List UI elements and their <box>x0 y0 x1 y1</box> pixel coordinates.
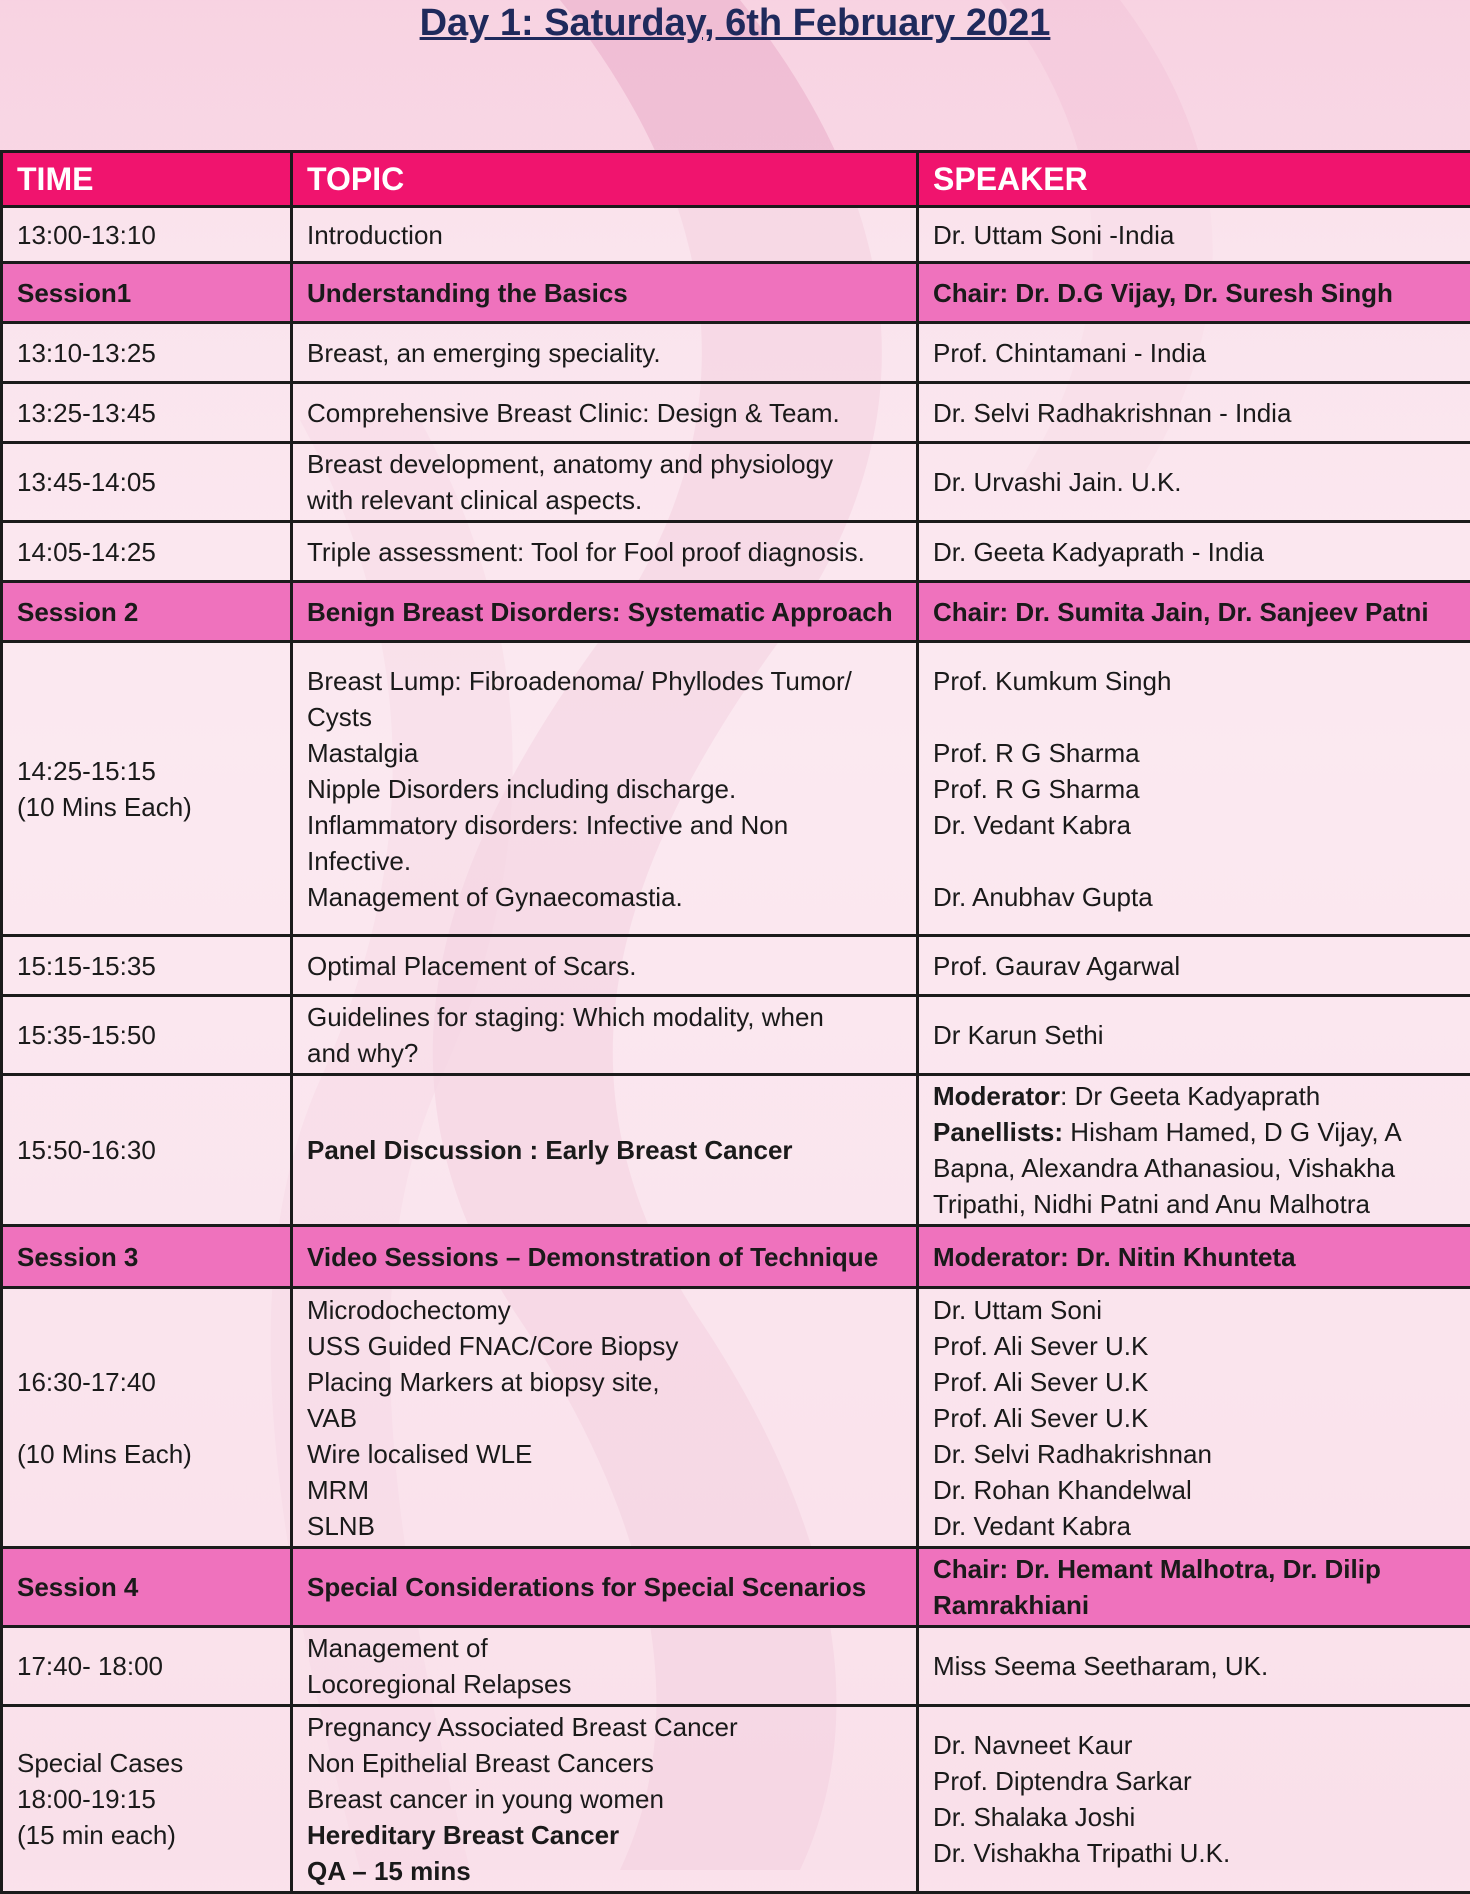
time-line: (10 Mins Each) <box>17 1436 276 1472</box>
topic-cell: Optimal Placement of Scars. <box>292 936 918 996</box>
speaker-line: Dr. Vedant Kabra <box>933 807 1456 843</box>
speaker-cell <box>918 1288 1470 1548</box>
header-speaker: SPEAKER <box>918 152 1470 207</box>
time-line: 18:00-19:15 <box>17 1781 276 1817</box>
chair-line: Ramrakhiani <box>933 1587 1456 1623</box>
table-row <box>2 1075 1470 1226</box>
table-row <box>2 996 1470 1075</box>
topic-cell <box>292 443 918 522</box>
session-title: Benign Breast Disorders: Systematic Approach <box>292 582 918 642</box>
panellists-names: Hisham Hamed, D G Vijay, A <box>1070 1117 1401 1147</box>
time-line: (15 min each) <box>17 1817 276 1853</box>
panellists-line <box>933 1114 1456 1150</box>
topic-line: Pregnancy Associated Breast Cancer <box>307 1709 902 1745</box>
session-title: Special Considerations for Special Scenarios <box>292 1548 918 1627</box>
moderator-line <box>933 1078 1456 1114</box>
table-row <box>2 323 1470 383</box>
session-row <box>2 1548 1470 1627</box>
spacer <box>933 843 1456 879</box>
session-label: Session 3 <box>2 1226 292 1288</box>
topic-line: Management of <box>307 1630 902 1666</box>
speaker-line: Dr. Vedant Kabra <box>933 1508 1456 1544</box>
session-label: Session1 <box>2 263 292 323</box>
time-cell <box>2 1288 292 1548</box>
topic-cell <box>292 996 918 1075</box>
topic-line: Locoregional Relapses <box>307 1666 902 1702</box>
table-row <box>2 1706 1470 1893</box>
header-row <box>2 152 1470 207</box>
panellists-line: Bapna, Alexandra Athanasiou, Vishakha <box>933 1150 1456 1186</box>
panellists-label: Panellists: <box>933 1117 1063 1147</box>
session-row <box>2 263 1470 323</box>
time-line: 16:30-17:40 <box>17 1364 276 1400</box>
topic-cell: Triple assessment: Tool for Fool proof diagnosis. <box>292 522 918 582</box>
time-cell <box>2 642 292 936</box>
chair-line: Chair: Dr. Hemant Malhotra, Dr. Dilip <box>933 1551 1456 1587</box>
speaker-line: Prof. R G Sharma <box>933 771 1456 807</box>
session-moderator: Moderator: Dr. Nitin Khunteta <box>918 1226 1470 1288</box>
speaker-line: Prof. R G Sharma <box>933 735 1456 771</box>
moderator-label: Moderator <box>933 1081 1060 1111</box>
table-row <box>2 443 1470 522</box>
time-cell: 13:10-13:25 <box>2 323 292 383</box>
topic-line: Breast cancer in young women <box>307 1781 902 1817</box>
speaker-line: Prof. Diptendra Sarkar <box>933 1763 1456 1799</box>
table-row <box>2 1627 1470 1706</box>
topic-line: Management of Gynaecomastia. <box>307 879 902 915</box>
speaker-line: Prof. Ali Sever U.K <box>933 1328 1456 1364</box>
speaker-cell: Dr Karun Sethi <box>918 996 1470 1075</box>
table-row <box>2 522 1470 582</box>
time-cell: 13:25-13:45 <box>2 383 292 443</box>
topic-line-bold: Hereditary Breast Cancer <box>307 1817 902 1853</box>
topic-line: Nipple Disorders including discharge. <box>307 771 902 807</box>
topic-line: MRM <box>307 1472 902 1508</box>
speaker-line: Prof. Ali Sever U.K <box>933 1364 1456 1400</box>
topic-line: Microdochectomy <box>307 1292 902 1328</box>
topic-line: Cysts <box>307 699 902 735</box>
time-cell: 17:40- 18:00 <box>2 1627 292 1706</box>
topic-cell: Introduction <box>292 207 918 263</box>
time-line: Special Cases <box>17 1745 276 1781</box>
topic-cell: Comprehensive Breast Clinic: Design & Team. <box>292 383 918 443</box>
topic-cell <box>292 1288 918 1548</box>
qa-line: QA – 15 mins <box>307 1853 902 1889</box>
topic-cell <box>292 642 918 936</box>
speaker-cell <box>918 642 1470 936</box>
table-row <box>2 642 1470 936</box>
spacer <box>17 1400 276 1436</box>
speaker-line: Prof. Ali Sever U.K <box>933 1400 1456 1436</box>
time-cell: 15:15-15:35 <box>2 936 292 996</box>
speaker-cell: Miss Seema Seetharam, UK. <box>918 1627 1470 1706</box>
topic-line: SLNB <box>307 1508 902 1544</box>
topic-line: Wire localised WLE <box>307 1436 902 1472</box>
session-label: Session 4 <box>2 1548 292 1627</box>
table-row <box>2 936 1470 996</box>
speaker-line: Dr. Selvi Radhakrishnan <box>933 1436 1456 1472</box>
speaker-cell: Dr. Uttam Soni -India <box>918 207 1470 263</box>
topic-line: Inflammatory disorders: Infective and Non <box>307 807 902 843</box>
topic-line: and why? <box>307 1035 902 1071</box>
time-cell: 14:05-14:25 <box>2 522 292 582</box>
speaker-line: Prof. Kumkum Singh <box>933 663 1456 699</box>
session-chair: Chair: Dr. Sumita Jain, Dr. Sanjeev Patni <box>918 582 1470 642</box>
table-row <box>2 207 1470 263</box>
speaker-cell: Dr. Urvashi Jain. U.K. <box>918 443 1470 522</box>
panel-title: Panel Discussion : Early Breast Cancer <box>307 1135 793 1165</box>
speaker-cell: Dr. Selvi Radhakrishnan - India <box>918 383 1470 443</box>
time-cell: 13:00-13:10 <box>2 207 292 263</box>
table-row <box>2 383 1470 443</box>
speaker-line: Dr. Shalaka Joshi <box>933 1799 1456 1835</box>
topic-line: Mastalgia <box>307 735 902 771</box>
topic-cell <box>292 1706 918 1893</box>
table-row <box>2 1288 1470 1548</box>
speaker-cell <box>918 1075 1470 1226</box>
speaker-cell: Dr. Geeta Kadyaprath - India <box>918 522 1470 582</box>
session-row <box>2 582 1470 642</box>
speaker-line: Dr. Rohan Khandelwal <box>933 1472 1456 1508</box>
session-row <box>2 1226 1470 1288</box>
topic-cell <box>292 1075 918 1226</box>
topic-line: Breast development, anatomy and physiology <box>307 446 902 482</box>
schedule-table <box>0 150 1470 1894</box>
speaker-line: Dr. Anubhav Gupta <box>933 879 1456 915</box>
speaker-line: Dr. Vishakha Tripathi U.K. <box>933 1835 1456 1871</box>
topic-line: Infective. <box>307 843 902 879</box>
topic-line: Guidelines for staging: Which modality, when <box>307 999 902 1035</box>
topic-line: Non Epithelial Breast Cancers <box>307 1745 902 1781</box>
topic-line: with relevant clinical aspects. <box>307 482 902 518</box>
time-cell <box>2 1706 292 1893</box>
topic-line: VAB <box>307 1400 902 1436</box>
session-title: Video Sessions – Demonstration of Technique <box>292 1226 918 1288</box>
page-title: Day 1: Saturday, 6th February 2021 <box>0 0 1470 46</box>
session-title: Understanding the Basics <box>292 263 918 323</box>
topic-line: Breast Lump: Fibroadenoma/ Phyllodes Tumor/ <box>307 663 902 699</box>
time-cell: 15:35-15:50 <box>2 996 292 1075</box>
speaker-cell: Prof. Chintamani - India <box>918 323 1470 383</box>
topic-cell <box>292 1627 918 1706</box>
speaker-cell: Prof. Gaurav Agarwal <box>918 936 1470 996</box>
topic-cell: Breast, an emerging speciality. <box>292 323 918 383</box>
topic-line: Placing Markers at biopsy site, <box>307 1364 902 1400</box>
time-line: (10 Mins Each) <box>17 789 276 825</box>
time-cell: 15:50-16:30 <box>2 1075 292 1226</box>
time-cell: 13:45-14:05 <box>2 443 292 522</box>
topic-line: USS Guided FNAC/Core Biopsy <box>307 1328 902 1364</box>
speaker-line: Dr. Uttam Soni <box>933 1292 1456 1328</box>
session-chair <box>918 1548 1470 1627</box>
header-time: TIME <box>2 152 292 207</box>
panellists-line: Tripathi, Nidhi Patni and Anu Malhotra <box>933 1186 1456 1222</box>
speaker-line: Dr. Navneet Kaur <box>933 1727 1456 1763</box>
header-topic: TOPIC <box>292 152 918 207</box>
time-line: 14:25-15:15 <box>17 753 276 789</box>
spacer <box>933 699 1456 735</box>
session-chair: Chair: Dr. D.G Vijay, Dr. Suresh Singh <box>918 263 1470 323</box>
speaker-cell <box>918 1706 1470 1893</box>
moderator-name: : Dr Geeta Kadyaprath <box>1060 1081 1320 1111</box>
session-label: Session 2 <box>2 582 292 642</box>
